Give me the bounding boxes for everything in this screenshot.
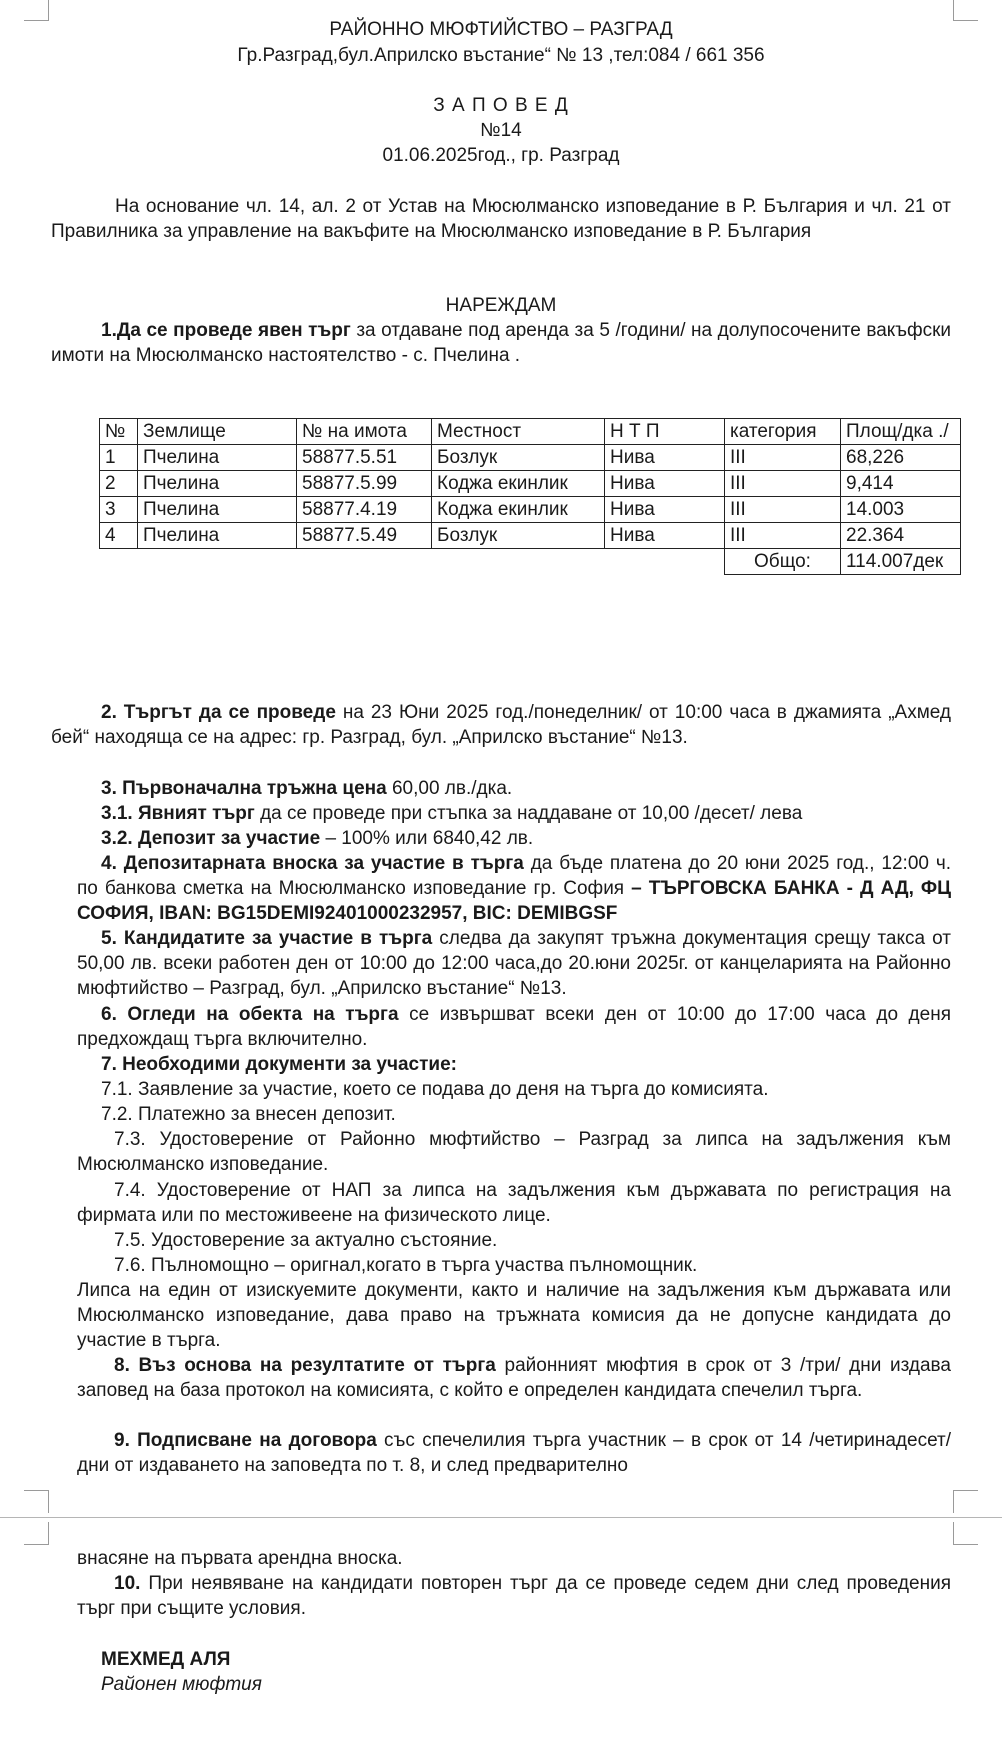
table-cell: Коджа екинлик [432,497,605,523]
order-title: З А П О В Е Д [433,95,569,116]
item-5-lead: 5. Кандидатите за участие в търга [101,928,433,949]
item-4-lead: 4. Депозитарната вноска за участие в търга [101,853,524,874]
decree-heading: НАРЕЖДАМ [445,295,557,316]
signatory-title: Районен мюфтия [101,1674,262,1695]
table-header-cell: Землище [138,419,297,445]
table-cell: 1 [100,445,138,471]
item-7-2: 7.2. Платежно за внесен депозит. [101,1104,396,1125]
table-cell: III [725,471,841,497]
table-cell: 68,226 [841,445,961,471]
table-row [100,445,961,471]
table-cell: 58877.5.99 [297,471,432,497]
item-2 [51,700,951,750]
item-7-4: 7.4. Удостоверение от НАП за липса на задължения към държавата по регистрация на фирмата или по местоживеене на физическото лице. [77,1180,951,1226]
item-7-6: 7.6. Пълномощно – оригнал,когато в търга участва пълномощник. [114,1255,698,1276]
item-4-text: да бъде платена до 20 юни 2025 год., 12:00 ч. по банкова сметка на Мюсюлманско изповедание гр. София [77,853,951,899]
table-header-row [100,419,961,445]
item-10 [77,1571,951,1621]
table-cell: 3 [100,497,138,523]
table-total-row [100,549,961,575]
table-header-cell: № [100,419,138,445]
item-3-text: 60,00 лв./дка. [386,778,513,799]
crop-mark [24,1490,49,1513]
item-3-1 [101,801,951,826]
crop-mark [953,1522,978,1545]
total-value: 114.007дек [841,549,961,575]
table-cell: Нива [605,497,725,523]
item-6-lead: 6. Огледи на обекта на търга [101,1004,399,1025]
plots-table [99,418,961,575]
item-9 [77,1428,951,1478]
preamble: На основание чл. 14, ал. 2 от Устав на Мюсюлманско изповедание в Р. България и чл. 21 от Правилника за управление на вакъфите на Мюсюлманско изповедание в Р. България [51,196,951,242]
table-header-cell: Н Т П [605,419,725,445]
table-cell: 9,414 [841,471,961,497]
org-name: РАЙОННО МЮФТИЙСТВО – РАЗГРАД [329,19,673,40]
table-cell: Нива [605,471,725,497]
table-cell: 58877.5.49 [297,523,432,549]
item-8 [77,1353,951,1403]
table-cell: 2 [100,471,138,497]
item-3-2-text: – 100% или 6840,42 лв. [320,828,534,849]
table-header-cell: № на имота [297,419,432,445]
item-10-text: При неявяване на кандидати повторен търг да се проведе седем дни след проведения търг при същите условия. [77,1573,951,1619]
order-date: 01.06.2025год., гр. Разград [382,145,620,166]
item-4-bank: – ТЪРГОВСКА БАНКА - Д АД, ФЦ СОФИЯ, IBAN: BG15DEMI92401000232957, BIC: DEMIBGSF [77,878,951,924]
item-3-2 [101,826,951,851]
table-row [100,497,961,523]
table-cell: III [725,523,841,549]
table-header-cell: Местност [432,419,605,445]
item-8-lead: 8. Въз основа на резултатите от търга [114,1355,496,1376]
table-row [100,523,961,549]
table-cell: Нива [605,523,725,549]
order-number: №14 [480,120,522,141]
item-7-3: 7.3. Удостоверение от Районно мюфтийство – Разград за липса на задължения към Мюсюлманско изповедание. [77,1129,951,1175]
item-9-continued: внасяне на първата арендна вноска. [77,1548,403,1569]
item-7-1: 7.1. Заявление за участие, което се подава до деня на търга до комисията. [101,1079,769,1100]
signatory-name: МЕХМЕД АЛЯ [101,1649,231,1670]
table-cell: Пчелина [138,523,297,549]
table-cell: 58877.5.51 [297,445,432,471]
table-cell: Пчелина [138,445,297,471]
item-8-text: районният мюфтия в срок от 3 /три/ дни издава заповед на база протокол на комисията, с който е определен кандидата спечелил търга. [77,1355,951,1401]
item-3-lead: 3. Първоначална тръжна цена [101,778,387,799]
table-cell: Коджа екинлик [432,471,605,497]
table-header-cell: Площ/дка ./ [841,419,961,445]
item-7-note: Липса на един от изискуемите документи, както и наличие на задължения към държавата или Мюсюлманско изповедание, дава право на тръжната комисия да не допусне кандидата до участие в търга. [77,1280,951,1351]
table-row [100,471,961,497]
item-6 [77,1002,951,1052]
item-1 [51,318,951,368]
crop-mark [24,1522,49,1545]
crop-mark [953,1490,978,1513]
table-cell: Пчелина [138,471,297,497]
item-5-text: следва да закупят тръжна документация срещу такса от 50,00 лв. всеки работен ден от 10:00 до 12:00 часа,до 20.юни 2025г. от канцеларията на Районно мюфтийство – Разград, бул. „Априлско въстание“ №13. [77,928,951,999]
table-cell: Нива [605,445,725,471]
table-cell: Бозлук [432,523,605,549]
item-4 [77,851,951,926]
table-cell: III [725,497,841,523]
item-9-lead: 9. Подписване на договора [114,1430,377,1451]
item-5 [77,926,951,1001]
item-3 [101,776,951,801]
item-9-text: със спечелилия търга участник – в срок от 14 /четиринадесет/ дни от издаването на заповедта по т. 8, и след предварително [77,1430,951,1476]
page-break-line [0,1517,1002,1518]
total-label: Общо: [725,549,841,575]
item-2-text: на 23 Юни 2025 год./понеделник/ от 10:00 часа в джамията „Ахмед бей“ находяща се на адрес: гр. Разград, бул. „Априлско въстание“ №13. [51,702,951,748]
table-cell: 22.364 [841,523,961,549]
table-cell: Бозлук [432,445,605,471]
item-1-text: за отдаване под аренда за 5 /години/ на долупосочените вакъфски имоти на Мюсюлманско настоятелство - с. Пчелина . [51,320,952,366]
item-7-heading: 7. Необходими документи за участие: [101,1054,457,1075]
item-7-5: 7.5. Удостоверение за актуално състояние. [114,1230,498,1251]
org-address: Гр.Разград,бул.Априлско въстание“ № 13 ,тел:084 / 661 356 [237,45,765,66]
item-3-2-lead: 3.2. Депозит за участие [101,828,321,849]
item-6-text: се извършват всеки ден от 10:00 до 17:00 часа до деня предхождащ търга включително. [77,1004,951,1050]
table-header-cell: категория [725,419,841,445]
item-2-lead: 2. Търгът да се проведе [101,702,336,723]
table-cell: 58877.4.19 [297,497,432,523]
item-1-lead: 1.Да се проведе явен търг [101,320,351,341]
item-3-1-text: да се проведе при стъпка за наддаване от 10,00 /десет/ лева [254,803,803,824]
item-3-1-lead: 3.1. Явният търг [101,803,255,824]
table-cell: III [725,445,841,471]
table-cell: 14.003 [841,497,961,523]
table-cell: Пчелина [138,497,297,523]
table-cell: 4 [100,523,138,549]
item-10-lead: 10. [114,1573,141,1594]
